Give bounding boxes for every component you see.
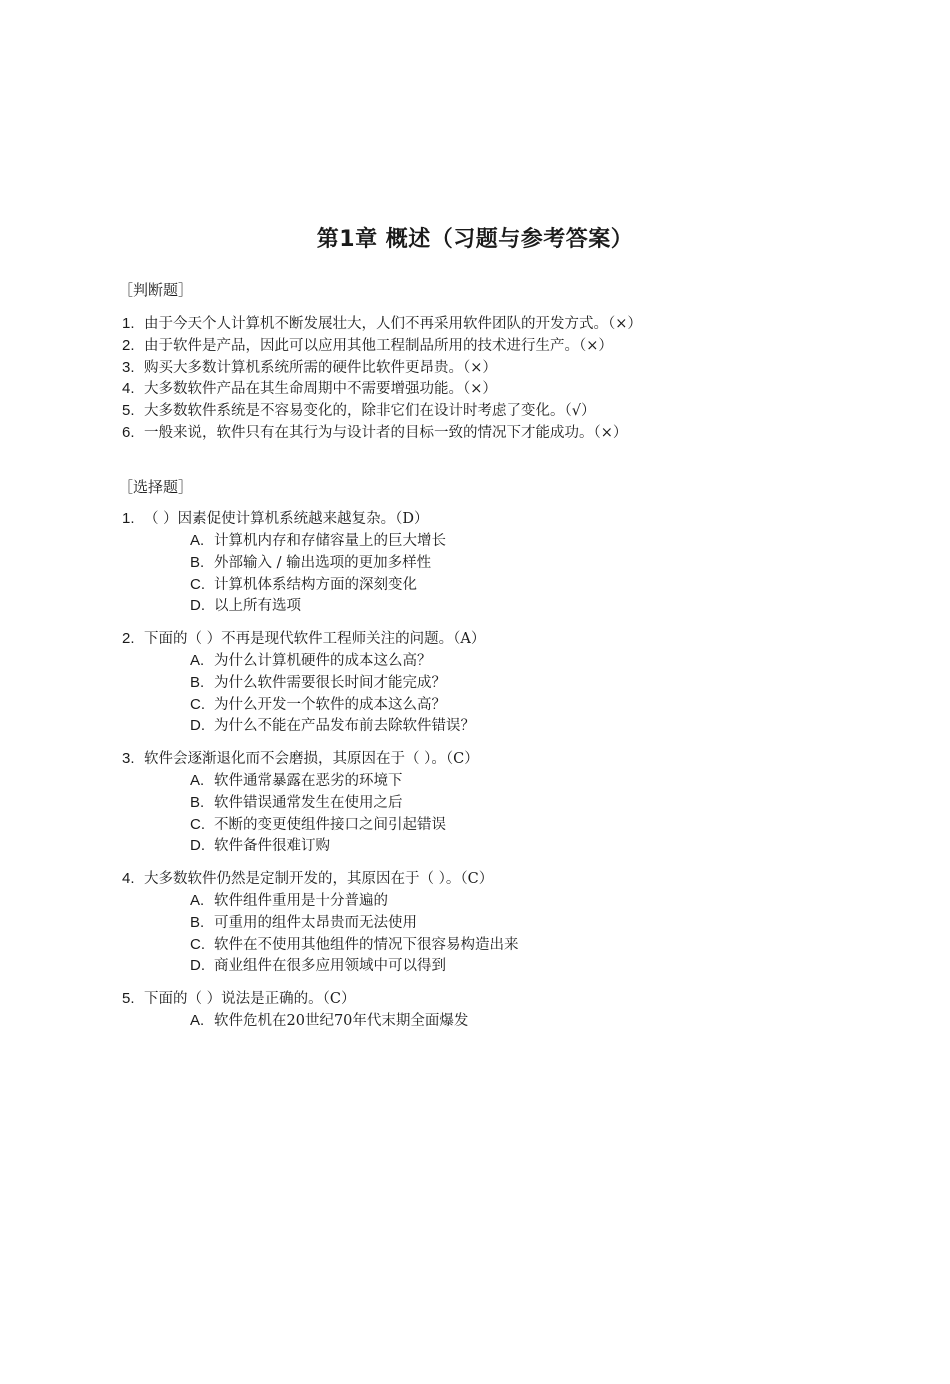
option-letter: A. (190, 652, 205, 669)
question-text: 购买大多数计算机系统所需的硬件比软件更昂贵。（×） (144, 359, 497, 376)
option-letter: A. (190, 772, 205, 789)
option-a (190, 650, 485, 672)
question-number: 1. (122, 510, 135, 527)
question-number: 4. (122, 870, 135, 887)
option-letter: B. (190, 673, 205, 691)
question-text: 大多数软件系统是不容易变化的，除非它们在设计时考虑了变化。（√） (144, 403, 596, 420)
option-c (190, 934, 519, 956)
tf-question-3 (122, 357, 642, 379)
option-a (190, 530, 446, 552)
question-number: 5. (122, 402, 135, 420)
question-number: 6. (122, 423, 135, 441)
option-a (190, 770, 479, 792)
option-list (122, 890, 519, 977)
option-text: 软件在不使用其他组件的情况下很容易构造出来 (214, 936, 519, 953)
option-letter: C. (190, 575, 205, 593)
question-text: 下面的（ ）不再是现代软件工程师关注的问题。（A） (144, 631, 486, 647)
option-letter: B. (190, 913, 205, 931)
option-c (190, 574, 446, 596)
option-list (122, 530, 446, 617)
question-text: 大多数软件仍然是定制开发的，其原因在于（ ）。（C） (144, 871, 494, 887)
question-number: 3. (122, 750, 135, 767)
option-b (190, 792, 479, 814)
option-letter: B. (190, 793, 205, 811)
option-list (122, 1010, 468, 1032)
option-d (190, 595, 446, 617)
true-false-list (122, 313, 642, 444)
option-list (122, 770, 479, 857)
option-b (190, 672, 485, 694)
question-text: 下面的（ ）说法是正确的。（C） (144, 991, 356, 1007)
option-text: 为什么软件需要很长时间才能完成？ (214, 674, 446, 691)
option-text: 计算机体系结构方面的深刻变化 (214, 576, 417, 593)
option-letter: C. (190, 815, 205, 833)
option-c (190, 814, 479, 836)
true-false-heading: ［判断题］ (118, 281, 194, 299)
option-a (190, 1010, 468, 1032)
option-text: 软件错误通常发生在使用之后 (214, 794, 403, 811)
option-text: 商业组件在很多应用领域中可以得到 (214, 958, 446, 975)
question-stem (122, 628, 485, 650)
option-letter: D. (190, 837, 205, 855)
option-b (190, 552, 446, 574)
mc-question-3 (122, 748, 479, 857)
option-text: 可重用的组件太昂贵而无法使用 (214, 914, 417, 931)
tf-question-6 (122, 422, 642, 444)
option-d (190, 715, 485, 737)
option-text: 为什么开发一个软件的成本这么高？ (214, 696, 446, 713)
option-b (190, 912, 519, 934)
tf-question-2 (122, 335, 642, 357)
option-letter: B. (190, 553, 205, 571)
option-text: 软件备件很难订购 (214, 838, 330, 855)
question-stem (122, 508, 446, 530)
question-number: 1. (122, 315, 135, 332)
option-list (122, 650, 485, 737)
option-letter: D. (190, 597, 205, 615)
question-number: 3. (122, 358, 135, 376)
question-stem (122, 748, 479, 770)
tf-question-5 (122, 400, 642, 422)
question-text: 由于软件是产品，因此可以应用其他工程制品所用的技术进行生产。（×） (144, 337, 613, 354)
question-text: （ ）因素促使计算机系统越来越复杂。（D） (144, 511, 429, 527)
mc-question-2 (122, 628, 485, 737)
tf-question-1 (122, 313, 642, 335)
option-c (190, 694, 485, 716)
question-text: 一般来说，软件只有在其行为与设计者的目标一致的情况下才能成功。（×） (144, 424, 628, 441)
option-letter: A. (190, 1012, 205, 1029)
question-number: 5. (122, 990, 135, 1007)
option-letter: C. (190, 695, 205, 713)
question-number: 2. (122, 336, 135, 354)
option-text: 为什么计算机硬件的成本这么高？ (214, 653, 432, 669)
option-d (190, 955, 519, 977)
question-text: 大多数软件产品在其生命周期中不需要增强功能。（×） (144, 381, 497, 398)
question-stem (122, 988, 468, 1010)
option-text: 以上所有选项 (214, 598, 301, 615)
question-number: 4. (122, 380, 135, 398)
tf-question-4 (122, 378, 642, 400)
question-text: 软件会逐渐退化而不会磨损，其原因在于（ ）。（C） (144, 751, 479, 767)
option-text: 软件危机在20世纪70年代末期全面爆发 (214, 1013, 469, 1029)
option-letter: A. (190, 532, 205, 549)
option-letter: A. (190, 892, 205, 909)
multiple-choice-heading: ［选择题］ (118, 478, 194, 496)
option-text: 外部输入 / 输出选项的更加多样性 (214, 554, 432, 571)
page-title: 第1章 概述（习题与参考答案） (316, 227, 634, 252)
option-letter: D. (190, 717, 205, 735)
mc-question-1 (122, 508, 446, 617)
option-a (190, 890, 519, 912)
question-number: 2. (122, 630, 135, 647)
question-text: 由于今天个人计算机不断发展壮大，人们不再采用软件团队的开发方式。（×） (144, 316, 642, 332)
question-stem (122, 868, 519, 890)
option-text: 计算机内存和存储容量上的巨大增长 (214, 533, 446, 549)
option-text: 软件通常暴露在恶劣的环境下 (214, 773, 403, 789)
option-text: 不断的变更使组件接口之间引起错误 (214, 816, 446, 833)
option-text: 为什么不能在产品发布前去除软件错误？ (214, 718, 475, 735)
option-letter: D. (190, 957, 205, 975)
option-d (190, 835, 479, 857)
option-letter: C. (190, 935, 205, 953)
mc-question-4 (122, 868, 519, 977)
option-text: 软件组件重用是十分普遍的 (214, 893, 388, 909)
mc-question-5 (122, 988, 468, 1032)
